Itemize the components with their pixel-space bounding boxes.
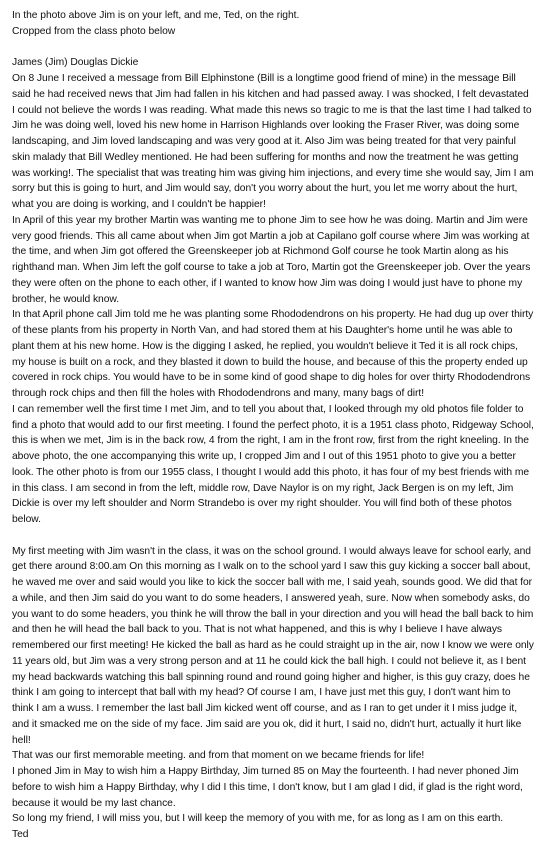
paragraph-first-meeting: My first meeting with Jim wasn't in the class, it was on the school ground. I would always leave for school early, and get there around 8:00.am On this morning as I walk on to the school yard I saw this guy kicking a soccer ball about, he waved me over and said would you like to kick the soccer ball with me, I said yeah, sounds good. We did that for a while, and then Jim said do you want to do some headers, I answered yeah, sure. Now when somebody asks, do you want to do some headers, you think he will throw the ball in your direction and you will head the ball back to him and then he will head the ball back to you. That is not what happened, and this is why I believe I have always remembered our first meeting! He kicked the ball as hard as he could straight up in the air, now I know we were only 11 years old, but Jim was a very strong person and at 11 he could kick the ball high. I could not believe it, as I bent my head backwards watching this ball spinning round and round going higher and higher, is this guy crazy, does he think I am going to intercept that ball with my head? Of course I am, I have just met this guy, I don't want him to think I am a wuss. I remember the last ball Jim kicked went off course, and as I ran to get under it I miss judge it, and it smacked me on the side of my face. Jim said are you ok, did it hurt, I said no, didn't hurt, actually it hurt like hell! <box>12 545 537 746</box>
photo-caption-line-2: Cropped from the class photo below <box>12 25 176 37</box>
paragraph-birthday-call: I phoned Jim in May to wish him a Happy Birthday, Jim turned 85 on May the fourteenth. I had never phoned Jim before to wish him a Happy Birthday, why I did I this time, I don't know, but I am glad I did, if glad is the right word, because it would be my last chance. <box>12 766 526 809</box>
photo-caption-line-1: In the photo above Jim is on your left, and me, Ted, on the right. <box>12 10 300 21</box>
spacer <box>12 40 534 56</box>
paragraph-farewell: So long my friend, I will miss you, but I will keep the memory of you with me, for as long as I am on this earth. <box>12 813 504 825</box>
spacer <box>12 528 534 544</box>
signature: Ted <box>12 829 29 840</box>
name-heading: James (Jim) Douglas Dickie <box>12 57 139 69</box>
paragraph-class-photos: I can remember well the first time I met Jim, and to tell you about that, I looked through my old photos file folder to find a photo that would add to our first meeting. I found the perfect photo, it is a 1951 class photo, Ridgeway School, this is when we met, Jim is in the back row, 4 from the right, I am in the front row, first from the right kneeling. In the above photo, the one accompanying this write up, I cropped Jim and I out of this 1951 photo to give you a better look. The other photo is from our 1955 class, I thought I would add this photo, it has four of my best friends with me in this class. I am second in from the left, middle row, Dave Naylor is on my right, Jack Bergen is on my left, Jim Dickie is over my left shoulder and Norm Strandebo is over my right shoulder. You will find both of these photos below. <box>12 403 537 525</box>
paragraph-news-of-passing: On 8 June I received a message from Bill Elphinstone (Bill is a longtime good friend of mine) in the message Bill said he had received news that Jim had fallen in his kitchen and had passed away. I was shocked, I felt devastated I could not believe the words I was reading. What made this news so tragic to me is that the last time I had talked to Jim he was doing well, loved his new home in Harrison Highlands over looking the Fraser River, was doing some landscaping, and Jim loved landscaping and was very good at it. Also Jim was being treated for that very painful skin malady that Bill Wedley mentioned. He had been suffering for months and now the treatment he was getting was working!. The specialist that was treating him was giving him injections, and every time she would say, Jim I am sorry but this is going to hurt, and Jim would say, don't you worry about the hurt, you let me worry about the hurt, what you are doing is working, and I couldn't be happier! <box>12 73 537 210</box>
paragraph-friends-for-life: That was our first memorable meeting. and from that moment on we became friends for life! <box>12 750 425 762</box>
paragraph-brother-martin: In April of this year my brother Martin was wanting me to phone Jim to see how he was doing. Martin and Jim were very good friends. This all came about when Jim got Martin a job at Capilano golf course where Jim was working at the time, and when Jim got offered the Greenskeeper job at Richmond Golf course he took Martin along as his righthand man. When Jim left the golf course to take a job at Toro, Martin got the Greenskeeper job. Over the years they were often on the phone to each other, if I wanted to know how Jim was doing I would just have to phone my brother, he would know. <box>12 214 534 305</box>
paragraph-rhododendrons: In that April phone call Jim told me he was planting some Rhododendrons on his property. He had dug up over thirty of these plants from his property in North Van, and had stored them at his Daughter's home until he was able to plant them at his new home. How is the digging I asked, he replied, you wouldn't believe it Ted it is all rock chips, my house is built on a rock, and they blasted it down to build the house, and because of this the property ended up covered in rock chips. You would have to be in some kind of good shape to dig holes for over thirty Rhododendrons through rock chips and then fill the holes with Rhododendrons and many, many bags of dirt! <box>12 309 537 399</box>
